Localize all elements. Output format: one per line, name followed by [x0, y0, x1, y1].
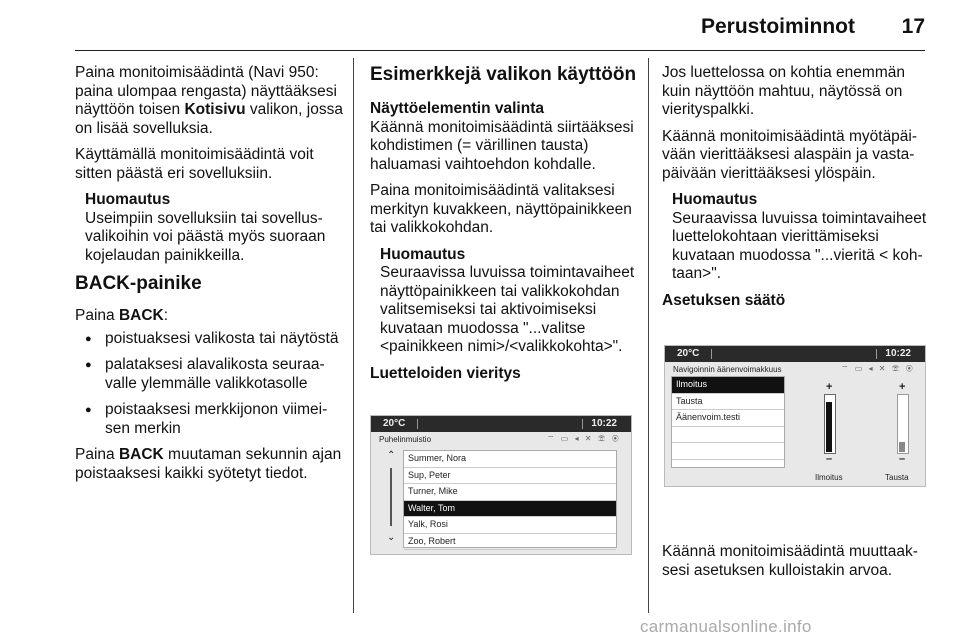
list-item[interactable]: Turner, Mike	[404, 484, 616, 501]
volume-slider-background[interactable]: + –	[893, 382, 913, 464]
subheading: Luetteloiden vieritys	[370, 364, 521, 382]
note-text: Useimpiin sovelluksiin tai sovellusvalikoihin voi päästä myös suoraan kojelaudan painikkeilla.	[85, 209, 326, 264]
column-divider	[648, 58, 649, 613]
note-title: Huomautus	[672, 191, 758, 208]
status-icons: ⌔ ▭ ◂ ✕ ☏ ◉	[841, 364, 915, 373]
scrollbar: ⌃ ⌄	[387, 450, 396, 543]
status-bar	[371, 416, 631, 432]
section-heading: BACK-painike	[75, 273, 202, 294]
slider-label: Ilmoitus	[815, 473, 843, 482]
list-item: ● palataksesi alavalikosta seuraavalle ylemmälle valikkotasolle	[75, 356, 347, 393]
note-text: Seuraavissa luvuissa toimintavaiheet luettelokohtaan vierittämiseksi kuvataan muodossa "...vieritä < kohtaan>".	[672, 209, 927, 282]
status-icons: ⌔ ▭ ◂ ✕ ☏ ◉	[547, 434, 621, 443]
temperature: 20°C	[677, 348, 700, 359]
list-item[interactable]	[672, 443, 784, 460]
paragraph: Käännä monitoimisäädintä siirtääksesi kohdistimen (= värillinen tausta) haluamasi vaihtoehdon kohdalle.	[370, 118, 634, 173]
screen-title: Puhelinmuistio	[379, 435, 432, 444]
column-2	[370, 64, 638, 383]
header-rule	[75, 50, 925, 51]
list-item: ● poistaaksesi merkkijonon viimeisen merkin	[75, 401, 347, 438]
note-title: Huomautus	[380, 245, 466, 263]
paragraph: Käyttämällä monitoimisäädintä voit sitten päästä eri sovelluksiin.	[75, 146, 314, 182]
slider-label: Tausta	[885, 473, 909, 482]
page-header	[0, 0, 960, 52]
note-title: Huomautus	[85, 191, 171, 208]
note	[380, 246, 638, 357]
bullet-list	[75, 330, 347, 439]
display-screenshot-settings	[664, 345, 926, 487]
section-heading: Esimerkkejä valikon käyttöön	[370, 64, 637, 85]
paragraph: Paina monitoimisäädintä valitaksesi merkityn kuvakkeen, näyttöpainikkeen tai valikkokohdan.	[370, 182, 632, 236]
list-item-selected[interactable]: Ilmoitus	[672, 377, 784, 394]
paragraph: Paina BACK:	[75, 307, 169, 324]
display-screenshot-list	[370, 415, 632, 555]
list-item[interactable]: Sup, Peter	[404, 468, 616, 485]
paragraph: Jos luettelossa on kohtia enemmän kuin näyttöön mahtuu, näytössä on vierityspalkki.	[662, 64, 905, 118]
list-item[interactable]: Äänenvoim.testi	[672, 410, 784, 427]
list-item[interactable]: Zoo, Robert	[404, 534, 616, 551]
status-bar	[665, 346, 925, 362]
column-1	[75, 64, 347, 491]
clock: 10:22	[885, 348, 911, 359]
note	[85, 191, 347, 265]
column-3	[662, 64, 932, 310]
list-item[interactable]: Summer, Nora	[404, 451, 616, 468]
paragraph: Paina monitoimisäädintä (Navi 950: paina ulompaa rengasta) näyttääksesi näyttöön toisen Kotisivu valikon, jossa on lisää sovelluksia.	[75, 64, 343, 137]
list-item-selected[interactable]: Walter, Tom	[404, 501, 616, 518]
watermark: carmanualsonline.info	[640, 617, 812, 636]
list-item[interactable]: Tausta	[672, 394, 784, 411]
page-number: 17	[901, 15, 925, 38]
list-item[interactable]	[672, 427, 784, 444]
note-text: Seuraavissa luvuissa toimintavaiheet näyttöpainikkeen tai valikkokohdan valitsemiseksi tai aktivoimiseksi kuvataan muodossa "...valitse <painikkeen nimi>/<valikkokohta>".	[380, 264, 635, 355]
paragraph: Käännä monitoimisäädintä myötäpäivään vierittääksesi alaspäin ja vastapäivään vierittääksesi ylöspäin.	[662, 127, 918, 182]
note	[672, 191, 932, 284]
subheading: Näyttöelementin valinta	[370, 100, 544, 117]
screen-title: Navigoinnin äänenvoimakkuus	[673, 365, 782, 374]
temperature: 20°C	[383, 418, 406, 429]
clock: 10:22	[591, 418, 617, 429]
paragraph: Paina BACK muutaman sekunnin ajan poistaaksesi kaikki syötetyt tiedot.	[75, 446, 342, 482]
paragraph: Käännä monitoimisäädintä muuttaaksesi asetuksen kulloistakin arvoa.	[662, 543, 918, 579]
list-item: ● poistuaksesi valikosta tai näytöstä	[75, 330, 347, 349]
page-title: Perustoiminnot	[700, 15, 855, 38]
list-item[interactable]: Yalk, Rosi	[404, 517, 616, 534]
column-divider	[353, 58, 354, 613]
settings-list	[671, 376, 785, 468]
volume-slider-announcement[interactable]: + –	[820, 382, 840, 464]
subheading: Asetuksen säätö	[662, 291, 786, 309]
contact-list	[403, 450, 617, 548]
